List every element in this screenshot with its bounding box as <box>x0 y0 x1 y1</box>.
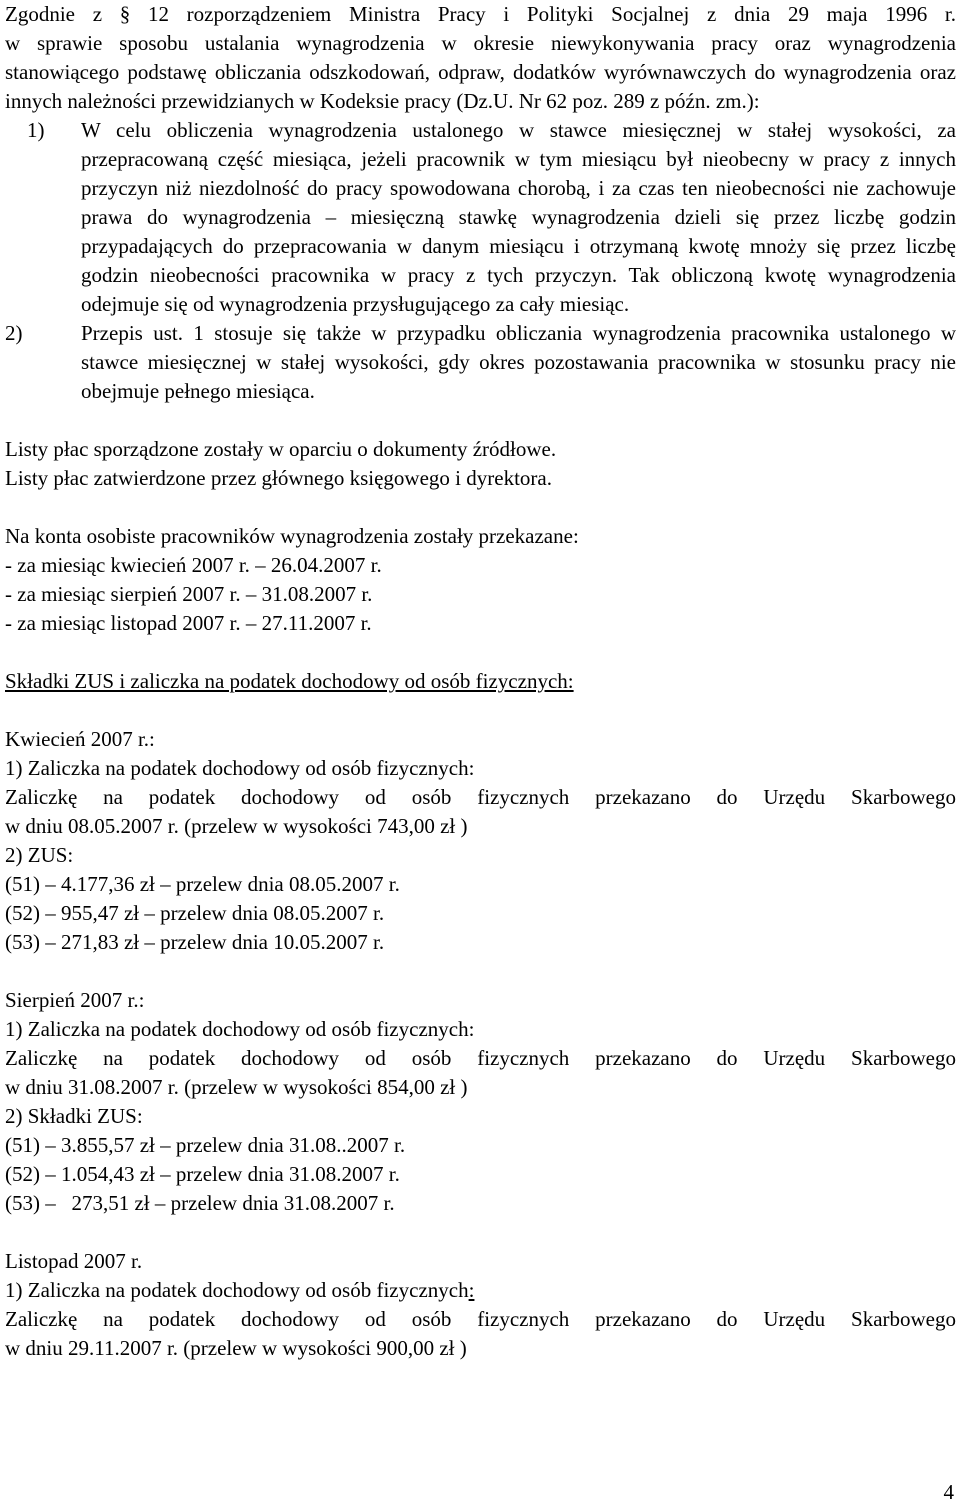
tax-line-1: Zaliczkę na podatek dochodowy od osób fizycznych przekazano do Urzędu Skarbowego <box>5 1307 956 1331</box>
rule-number: 1) <box>27 118 45 142</box>
tax-line-1: Zaliczkę na podatek dochodowy od osób fizycznych przekazano do Urzędu Skarbowego <box>5 1046 956 1070</box>
month-title: Listopad 2007 r. <box>5 1249 143 1273</box>
rule-item-2 <box>5 319 956 406</box>
transfer-item: - za miesiąc kwiecień 2007 r. – 26.04.2007 r. <box>5 553 382 577</box>
page-number: 4 <box>943 1480 954 1504</box>
transfers-heading: Na konta osobiste pracowników wynagrodzenia zostały przekazane: <box>5 524 579 548</box>
lists-line-2: Listy płac zatwierdzone przez głównego księgowego i dyrektora. <box>5 466 552 490</box>
tax-label <box>5 1276 956 1305</box>
section-heading <box>5 667 956 696</box>
month-title: Sierpień 2007 r.: <box>5 988 145 1012</box>
intro-line-1: Zgodnie z § 12 rozporządzeniem Ministra Pracy i Polityki Socjalnej z dnia 29 maja 1996 r. <box>5 2 956 26</box>
section-heading-text: Składki ZUS i zaliczka na podatek dochodowy od osób fizycznych: <box>5 669 574 693</box>
tax-label: 1) Zaliczka na podatek dochodowy od osób fizycznych: <box>5 756 475 780</box>
rule-number: 2) <box>5 321 23 345</box>
transfer-item: - za miesiąc sierpień 2007 r. – 31.08.2007 r. <box>5 582 373 606</box>
tax-line-1: Zaliczkę na podatek dochodowy od osób fizycznych przekazano do Urzędu Skarbowego <box>5 785 956 809</box>
zus-item: (51) – 4.177,36 zł – przelew dnia 08.05.2007 r. <box>5 872 400 896</box>
zus-label: 2) ZUS: <box>5 843 74 867</box>
zus-item: (53) – 271,83 zł – przelew dnia 10.05.2007 r. <box>5 930 385 954</box>
intro-paragraph: w sprawie sposobu ustalania wynagrodzenia w okresie niewykonywania pracy oraz wynagrodzenia stanowiącego podstawę obliczania odszkodowań, odpraw, dodatków wyrównawczych do wynagrodzenia oraz innych należności przewidzianych w Kodeksie pracy (Dz.U. Nr 62 poz. 289 z późn. zm.): <box>5 31 956 113</box>
zus-item: (52) – 955,47 zł – przelew dnia 08.05.2007 r. <box>5 901 385 925</box>
rule-text: Przepis ust. 1 stosuje się także w przypadku obliczania wynagrodzenia pracownika ustalonego w stawce miesięcznej w stałej wysokości, gdy okres pozostawania pracownika w stosunku pracy nie obejmuje pełnego miesiąca. <box>81 321 956 403</box>
tax-label-colon: : <box>468 1278 475 1302</box>
transfer-item: - za miesiąc listopad 2007 r. – 27.11.2007 r. <box>5 611 372 635</box>
zus-label: 2) Składki ZUS: <box>5 1104 143 1128</box>
document-page <box>5 0 956 1363</box>
rule-item-1 <box>5 116 956 319</box>
lists-line-1: Listy płac sporządzone zostały w oparciu o dokumenty źródłowe. <box>5 437 557 461</box>
zus-item: (53) – 273,51 zł – przelew dnia 31.08.2007 r. <box>5 1191 395 1215</box>
tax-line-2: w dniu 29.11.2007 r. (przelew w wysokości 900,00 zł ) <box>5 1336 467 1360</box>
tax-label-text: 1) Zaliczka na podatek dochodowy od osób fizycznych <box>5 1278 469 1302</box>
zus-item: (51) – 3.855,57 zł – przelew dnia 31.08..2007 r. <box>5 1133 406 1157</box>
tax-line-2: w dniu 08.05.2007 r. (przelew w wysokości 743,00 zł ) <box>5 814 468 838</box>
tax-line-2: w dniu 31.08.2007 r. (przelew w wysokości 854,00 zł ) <box>5 1075 468 1099</box>
zus-item: (52) – 1.054,43 zł – przelew dnia 31.08.2007 r. <box>5 1162 400 1186</box>
rule-text: W celu obliczenia wynagrodzenia ustalonego w stawce miesięcznej w stałej wysokości, za przepracowaną część miesiąca, jeżeli pracownik w tym miesiącu był nieobecny w pracy z innych przyczyn niż niezdolność do pracy spowodowana chorobą, i za czas ten nieobecności nie zachowuje prawa do wynagrodzenia – miesięczną stawkę wynagrodzenia dzieli się przez liczbę godzin przypadających do przepracowania w danym miesiącu i otrzymaną kwotę mnoży się przez liczbę godzin nieobecności pracownika w pracy z tych przyczyn. Tak obliczoną kwotę wynagrodzenia odejmuje się od wynagrodzenia przysługującego za cały miesiąc. <box>81 118 956 316</box>
tax-label: 1) Zaliczka na podatek dochodowy od osób fizycznych: <box>5 1017 475 1041</box>
month-title: Kwiecień 2007 r.: <box>5 727 155 751</box>
